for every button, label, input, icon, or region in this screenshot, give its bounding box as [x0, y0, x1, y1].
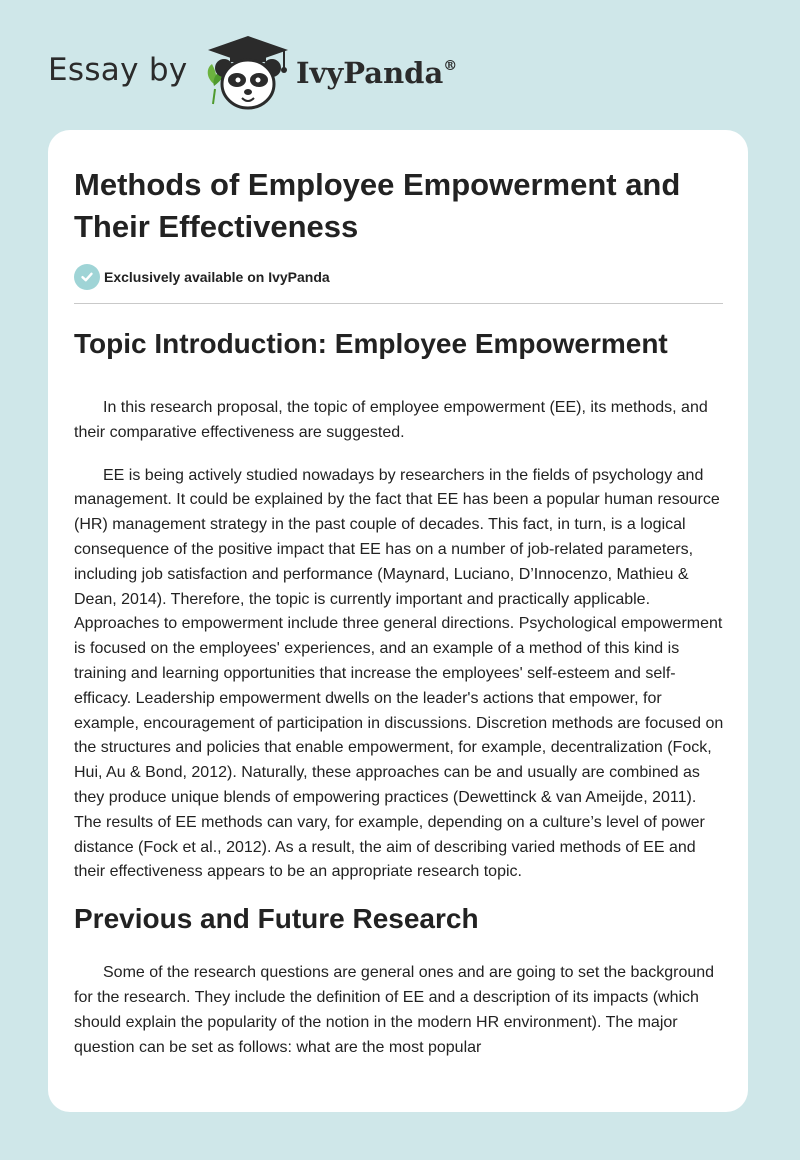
section-heading: Topic Introduction: Employee Empowerment: [74, 328, 668, 359]
brand-prefix: Essay by: [48, 52, 188, 88]
paragraph: In this research proposal, the topic of employee empowerment (EE), its methods, and their comparative effectiveness are suggested.: [74, 399, 708, 441]
brand-name-text: IvyPanda: [296, 56, 444, 90]
section-heading: Previous and Future Research: [74, 903, 479, 935]
article-card: [48, 130, 748, 1112]
brand-name[interactable]: [296, 56, 457, 90]
registered-mark: ®: [443, 58, 458, 74]
article-body: [74, 320, 724, 1060]
paragraph: EE is being actively studied nowadays by researchers in the fields of psychology and management. It could be explained by the fact that EE has been a popular human resource (HR) management strategy in the past couple of decades. This fact, in turn, is a logical consequence of the positive impact that EE has on a number of job-related parameters, including job satisfaction and performance (Maynard, Luciano, D’Innocenzo, Mathieu & Dean, 2014). Therefore, the topic is currently important and practically applicable. Approaches to empowerment include three general directions. Psychological empowerment is focused on the employees' experiences, and an example of a method of this kind is training and learning opportunities that increase the employees' self-esteem and self-efficacy. Leadership empowerment dwells on the leader's actions that empower, for example, encouragement of participation in discussions. Discretion methods are focused on the structures and policies that enable empowerment, for example, decentralization (Fock, Hui, Au & Bond, 2012). Naturally, these approaches can be and usually are combined as they produce unique blends of empowering practices (Dewettinck & van Ameijde, 2011). The results of EE methods can vary, for example, depending on a culture’s level of power distance (Fock et al., 2012). As a result, the aim of describing varied methods of EE and their effectiveness appears to be an appropriate research topic.: [74, 466, 724, 881]
badge-text: Exclusively available on IvyPanda: [104, 269, 330, 285]
check-circle-icon: [74, 264, 100, 290]
site-header: [0, 0, 800, 130]
panda-graduate-icon[interactable]: [200, 34, 296, 112]
page-title: Methods of Employee Empowerment and Their Effectiveness: [74, 167, 681, 244]
exclusive-badge: [74, 264, 330, 290]
divider: [74, 303, 723, 304]
paragraph: Some of the research questions are general ones and are going to set the background for the research. They include the definition of EE and a description of its impacts (which should explain the popularity of the notion in the modern HR environment). The major question can be set as follows: what are the most popular: [74, 964, 715, 1056]
